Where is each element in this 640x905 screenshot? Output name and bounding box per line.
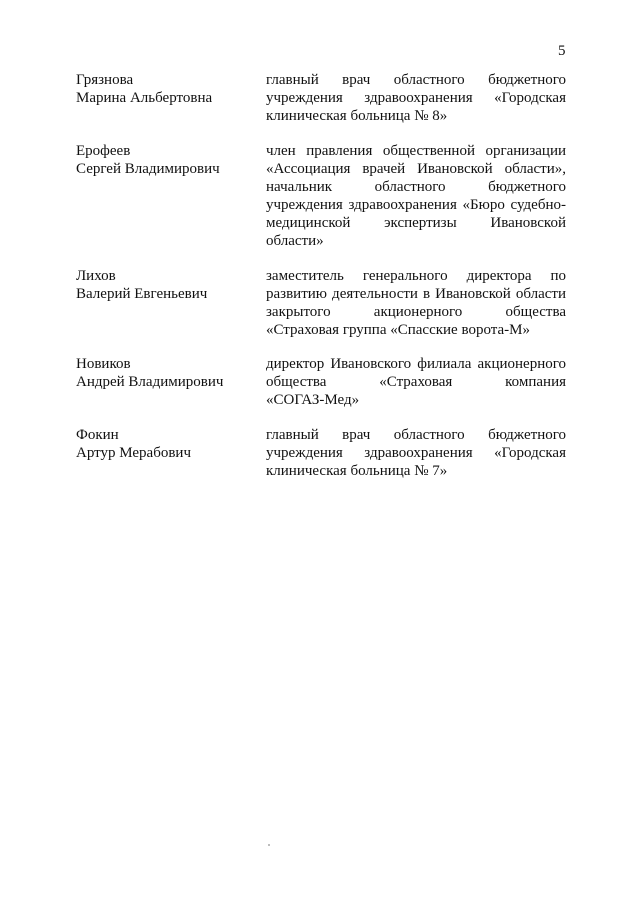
position-line: клиническая больница № 7»: [266, 463, 448, 479]
member-surname: Ерофеев: [76, 143, 131, 159]
member-position: [266, 142, 566, 250]
member-entry: [76, 71, 566, 125]
member-position: [266, 426, 566, 480]
member-given-name: Артур Мерабович: [76, 445, 191, 461]
position-line: медицинской экспертизы Ивановской: [266, 215, 566, 231]
member-name: [76, 426, 266, 462]
member-surname: Фокин: [76, 427, 119, 443]
member-entry: [76, 355, 566, 409]
position-line: «Страховая группа «Спасские ворота-М»: [266, 322, 530, 338]
member-given-name: Марина Альбертовна: [76, 90, 213, 106]
member-given-name: Сергей Владимирович: [76, 161, 220, 177]
member-position: [266, 71, 566, 125]
member-entry: [76, 426, 566, 480]
position-line: «СОГАЗ-Мед»: [266, 392, 360, 408]
position-line: закрытого акционерного общества: [266, 304, 566, 320]
position-line: главный врач областного бюджетного: [266, 72, 566, 88]
position-line: учреждения здравоохранения «Городская: [266, 445, 566, 461]
position-line: развитию деятельности в Ивановской области: [266, 286, 566, 302]
position-line: общества «Страховая компания: [266, 374, 566, 390]
position-line: главный врач областного бюджетного: [266, 427, 566, 443]
member-name: [76, 267, 266, 303]
member-surname: Грязнова: [76, 72, 134, 88]
position-line: учреждения здравоохранения «Городская: [266, 90, 566, 106]
position-line: директор Ивановского филиала акционерного: [266, 356, 566, 372]
member-position: [266, 355, 566, 409]
member-position: [266, 267, 566, 339]
position-line: области»: [266, 233, 324, 249]
position-line: член правления общественной организации: [266, 143, 566, 159]
page-number: 5: [558, 43, 566, 59]
member-name: [76, 142, 266, 178]
member-surname: Новиков: [76, 356, 131, 372]
member-given-name: Валерий Евгеньевич: [76, 286, 208, 302]
member-list: [76, 71, 566, 496]
position-line: заместитель генерального директора по: [266, 268, 566, 284]
member-entry: [76, 142, 566, 250]
position-line: учреждения здравоохранения «Бюро судебно-: [266, 197, 566, 213]
member-surname: Лихов: [76, 268, 116, 284]
member-name: [76, 71, 266, 107]
scan-speck: [268, 844, 270, 846]
member-entry: [76, 267, 566, 339]
position-line: «Ассоциация врачей Ивановской области»,: [266, 161, 566, 177]
member-given-name: Андрей Владимирович: [76, 374, 224, 390]
member-name: [76, 355, 266, 391]
position-line: клиническая больница № 8»: [266, 108, 448, 124]
position-line: начальник областного бюджетного: [266, 179, 566, 195]
